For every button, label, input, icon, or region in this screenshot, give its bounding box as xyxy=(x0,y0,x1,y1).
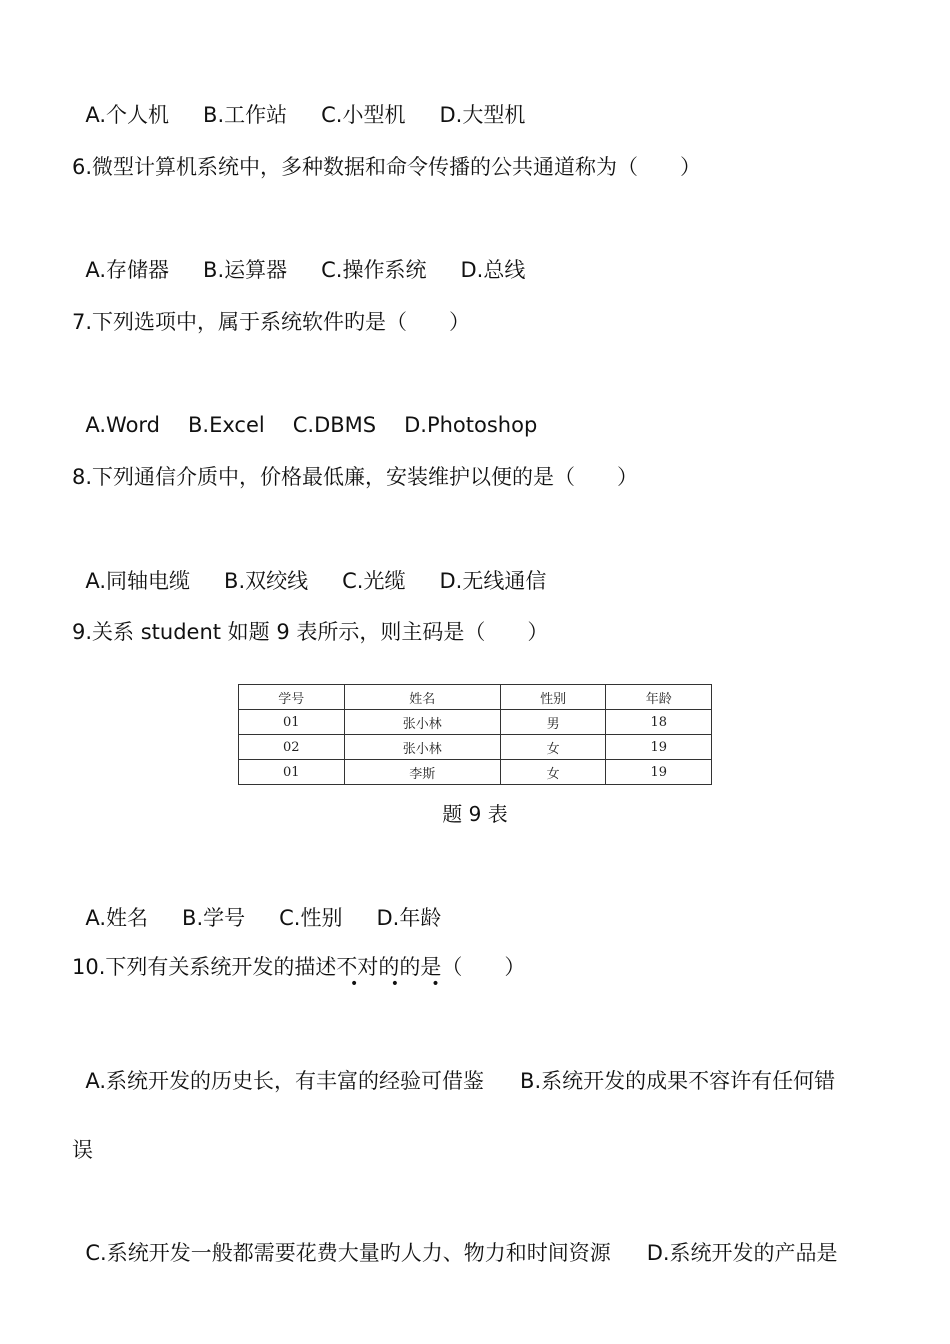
table-cell: 女 xyxy=(500,760,606,785)
q8-option-a: A.同轴电缆 xyxy=(85,569,191,593)
q7-option-d: D.Photoshop xyxy=(404,413,538,437)
q7-stem: 7.下列选项中，属于系统软件旳是（ ） xyxy=(72,310,471,334)
q9-option-c: C.性别 xyxy=(279,906,343,930)
q5-option-d: D.大型机 xyxy=(439,103,526,127)
q10-option-ab xyxy=(72,1042,835,1094)
q7-option-c: C.DBMS xyxy=(292,413,377,437)
q10-option-cd xyxy=(72,1214,838,1266)
q6-stem: 6.微型计算机系统中，多种数据和命令传播的公共通道称为（ ） xyxy=(72,155,702,179)
q9-option-b: B.学号 xyxy=(182,906,246,930)
table-cell: 01 xyxy=(239,760,345,785)
table-cell: 男 xyxy=(500,710,606,735)
student-table xyxy=(238,684,712,785)
q10-option-c: C.系统开发一般都需要花费大量旳人力、物力和时间资源 xyxy=(85,1241,611,1265)
table-row xyxy=(239,710,712,735)
q5-option-c: C.小型机 xyxy=(321,103,406,127)
q6-options xyxy=(72,231,525,283)
table-cell: 02 xyxy=(239,735,345,760)
q8-options xyxy=(72,542,546,594)
q6-option-d: D.总线 xyxy=(460,258,526,282)
q10-option-a: A.系统开发的历史长，有丰富的经验可借鉴 xyxy=(85,1069,485,1093)
q5-option-b: B.工作站 xyxy=(203,103,288,127)
q9-option-d: D.年龄 xyxy=(376,906,442,930)
table-row xyxy=(239,735,712,760)
q6-option-c: C.操作系统 xyxy=(321,258,427,282)
table-cell: 19 xyxy=(606,735,712,760)
q5-option-a: A.个人机 xyxy=(85,103,170,127)
table-caption: 题 9 表 xyxy=(442,802,508,826)
table-cell: 19 xyxy=(606,760,712,785)
q6-option-a: A.存储器 xyxy=(85,258,170,282)
table-header-cell: 学号 xyxy=(239,685,345,710)
q10-option-b-continued: 误 xyxy=(72,1138,93,1162)
table-header-row xyxy=(239,685,712,710)
q8-option-d: D.无线通信 xyxy=(439,569,547,593)
table-row xyxy=(239,760,712,785)
table-header-cell: 性别 xyxy=(500,685,606,710)
q7-option-a: A.Word xyxy=(85,413,161,437)
q10-option-b: B.系统开发的成果不容许有任何错 xyxy=(520,1069,836,1093)
q7-option-b: B.Excel xyxy=(188,413,265,437)
table-cell: 张小林 xyxy=(344,735,500,760)
table-cell: 李斯 xyxy=(344,760,500,785)
table-header-cell: 姓名 xyxy=(344,685,500,710)
table-cell: 女 xyxy=(500,735,606,760)
q8-stem: 8.下列通信介质中，价格最低廉，安装维护以便的是（ ） xyxy=(72,465,639,489)
q9-stem: 9.关系 student 如题 9 表所示，则主码是（ ） xyxy=(72,620,549,644)
table-cell: 张小林 xyxy=(344,710,500,735)
q7-options xyxy=(72,386,537,438)
q8-option-c: C.光缆 xyxy=(342,569,406,593)
q6-option-b: B.运算器 xyxy=(203,258,288,282)
q9-option-a: A.姓名 xyxy=(85,906,149,930)
q10-stem: 10.下列有关系统开发的描述不对的的是（ ） xyxy=(72,955,526,979)
emphasis-dots: • • • xyxy=(350,976,454,992)
table-cell: 01 xyxy=(239,710,345,735)
table-cell: 18 xyxy=(606,710,712,735)
q9-options xyxy=(72,879,441,931)
q10-option-d: D.系统开发的产品是 xyxy=(646,1241,838,1265)
q8-option-b: B.双绞线 xyxy=(224,569,309,593)
q5-options xyxy=(72,76,525,128)
table-header-cell: 年龄 xyxy=(606,685,712,710)
